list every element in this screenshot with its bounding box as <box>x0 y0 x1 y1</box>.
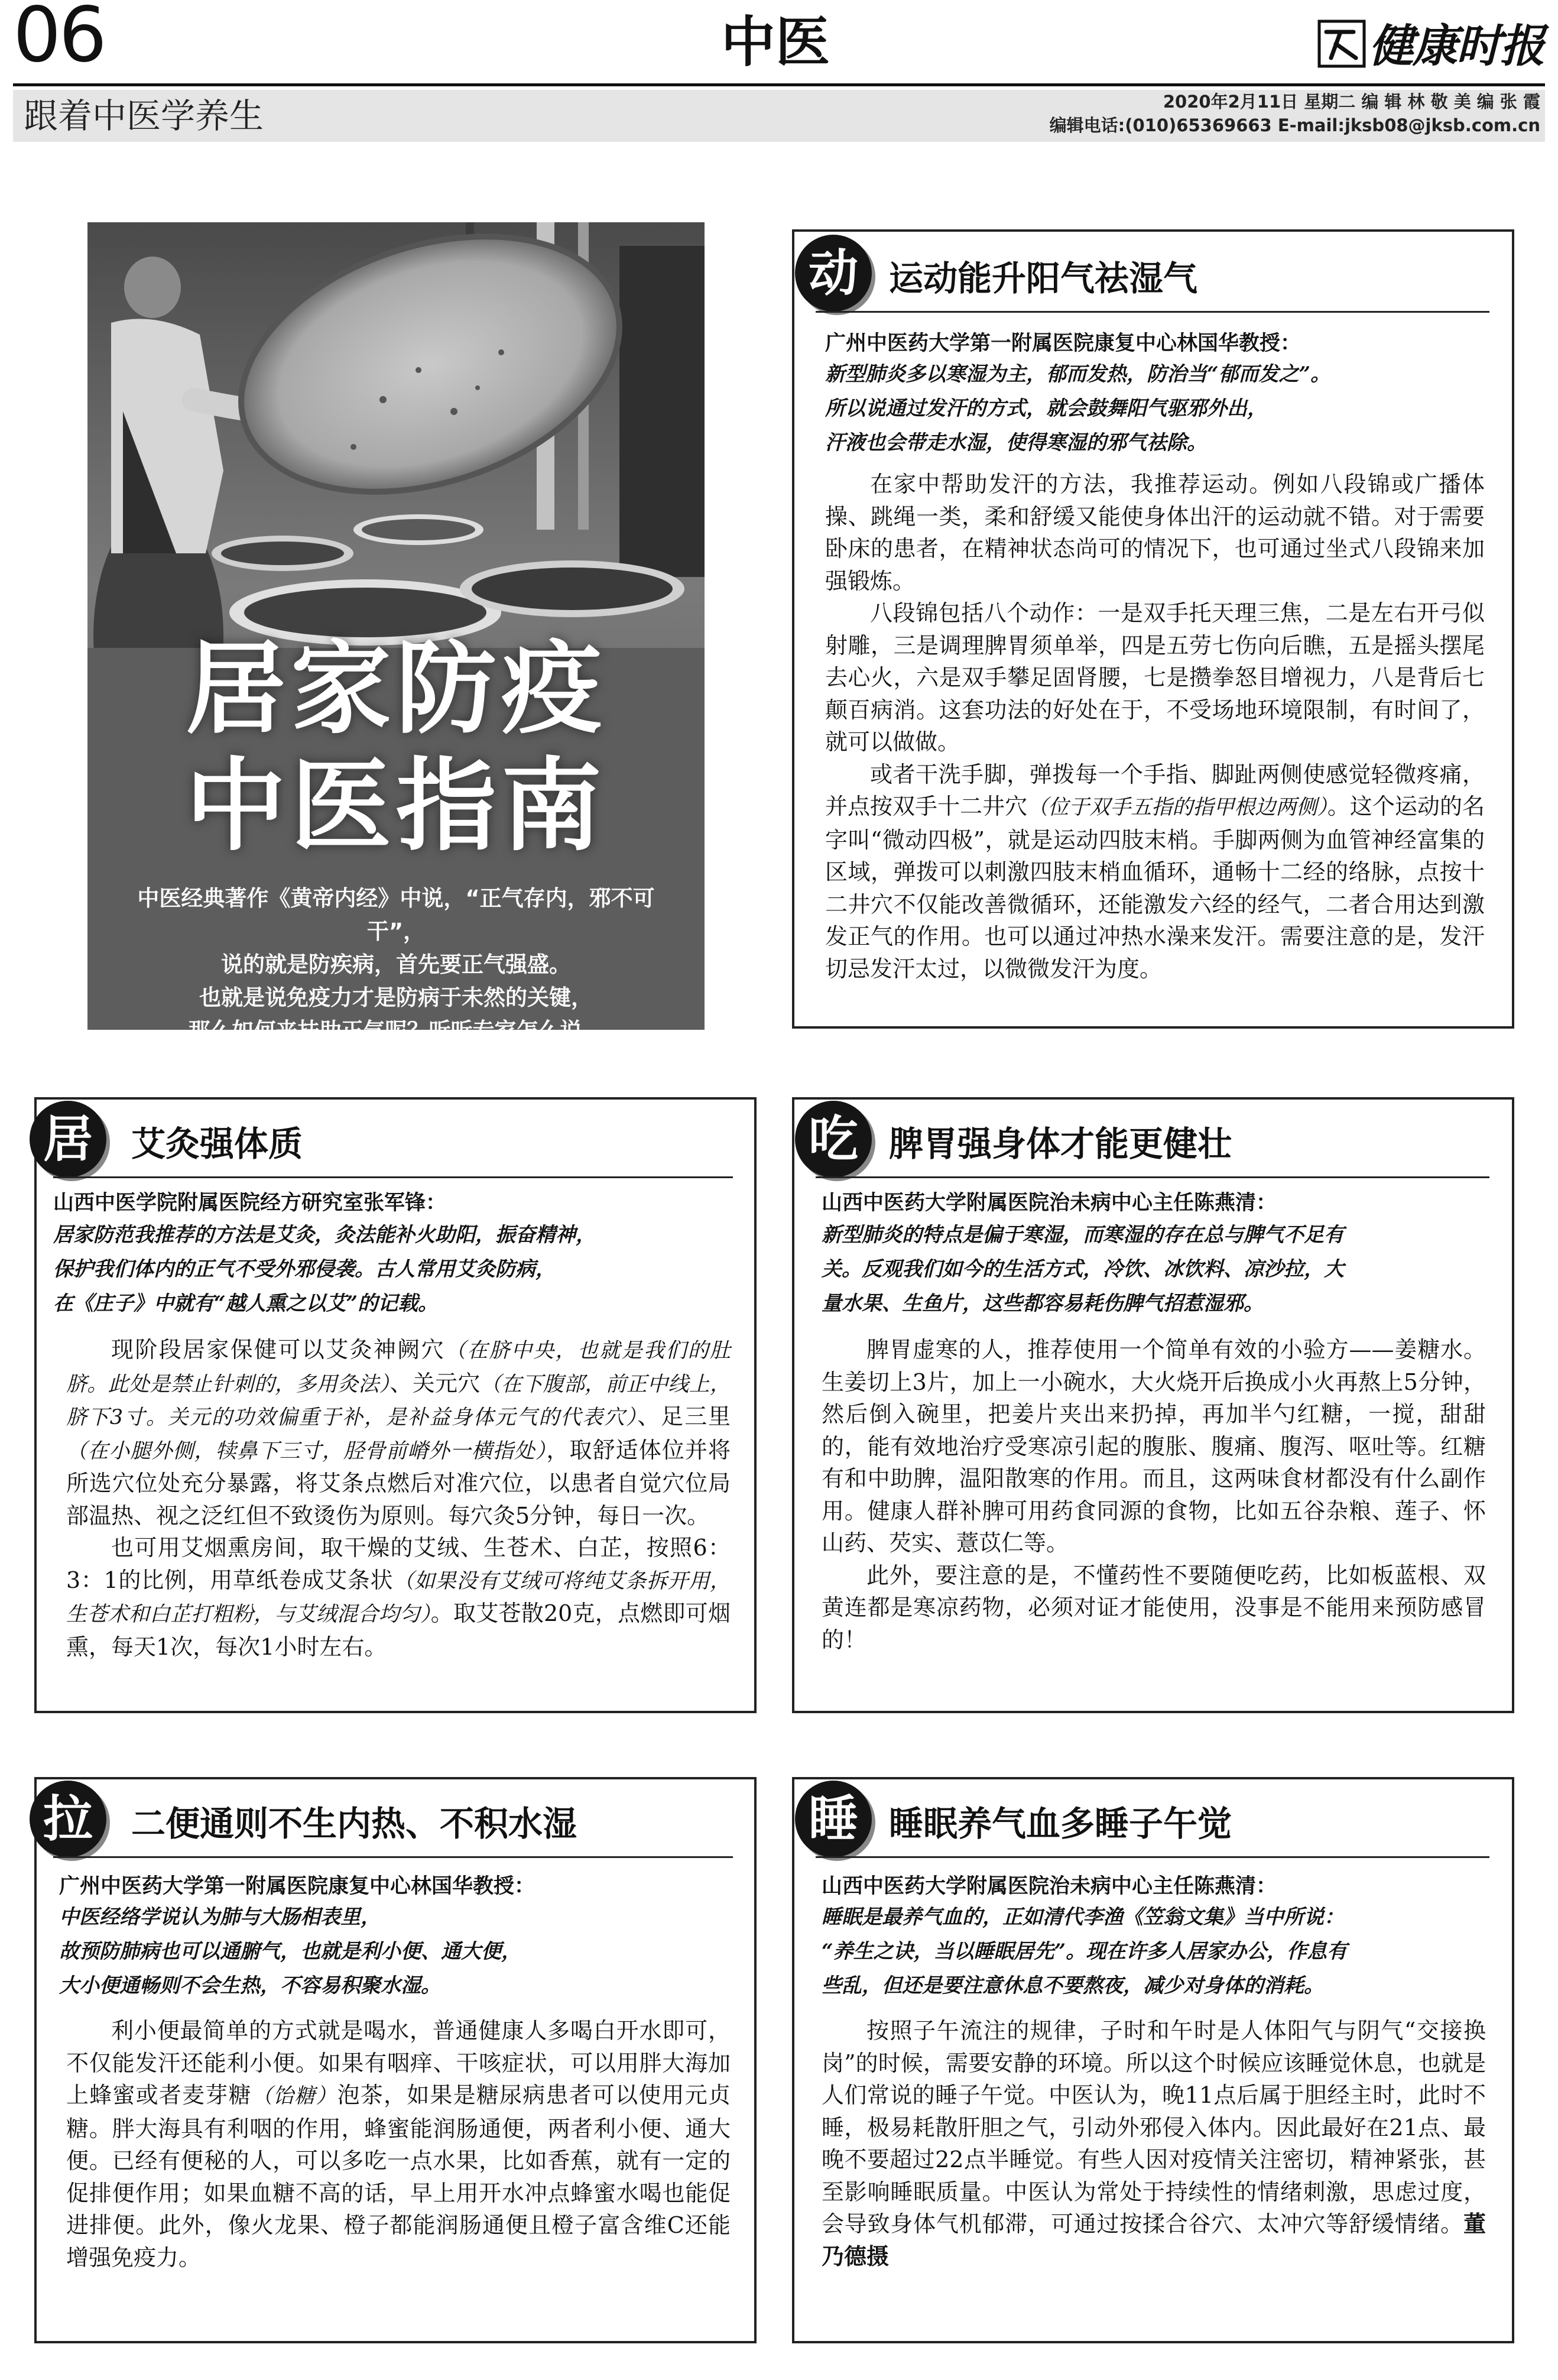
article-exercise-byline: 广州中医药大学第一附属医院康复中心林国华教授： <box>825 332 1301 355</box>
paragraph-text: 泡茶，如果是糖尿病患者可以使用元贞糖。胖大海具有利咽的作用，蜂蜜能润肠通便，两者利小便、通大便。已经有便秘的人，可以多吃一点水果，比如香蕉，就有一定的促排便作用；如果血糖不高的话，早上用开水冲点蜂蜜水喝也能促进排便。此外，像火龙果、橙子都能润肠通便且橙子富含维C还能增强免疫力。 <box>66 2082 731 2271</box>
paragraph <box>66 1334 731 1532</box>
article-diet-body <box>822 1334 1486 1656</box>
article-exercise-rule <box>816 311 1489 313</box>
paragraph-text: 按照子午流注的规律，子时和午时是人体阳气与阴气“交接换岗”的时候，需要安静的环境。所以这个时候应该睡觉休息，也就是人们常说的睡子午觉。中医认为，晚11点后属于胆经主时，此时不睡，极易耗散肝胆之气，引动外邪侵入体内。因此最好在21点、最晚不要超过22点半睡觉。有些人因对疫情关注密切，精神紧张，甚至影响睡眠质量。中医认为常处于持续性的情绪刺激，思虑过度，会导致身体气机郁滞，可通过按揉合谷穴、太冲穴等舒缓情绪。 <box>822 2018 1486 2237</box>
feature-intro <box>117 882 675 1048</box>
newspaper-logo-text: 健康时报 <box>1369 20 1544 72</box>
paragraph-text: 利小便最简单的方式就是喝水，普通健康人多喝白开水即可，不仅能发汗还能利小便。如果有咽痒、干咳症状，可以用胖大海加上蜂蜜或者麦芽糖 <box>66 2018 731 2108</box>
article-sleep-badge: 睡 <box>795 1781 872 1857</box>
lead-line: “养生之诀，当以睡眠居先”。现在许多人居家办公，作息有 <box>822 1940 1348 1963</box>
article-moxibustion-title: 艾灸强体质 <box>131 1124 303 1164</box>
article-diet-title: 脾胃强身体才能更健壮 <box>889 1124 1232 1164</box>
article-bowel-byline: 广州中医药大学第一附属医院康复中心林国华教授： <box>59 1875 535 1898</box>
paragraph-text: 也可用艾烟熏房间，取干燥的艾绒、生苍术、白芷，按照6：3：1的比例，用草纸卷成艾条状 <box>66 1535 731 1593</box>
paragraph-text: 现阶段居家保健可以艾灸神阙穴 <box>111 1337 445 1363</box>
paragraph-text: 、关元穴 <box>390 1370 481 1396</box>
issue-date-editors: 2020年2月11日 星期二 编 辑 林 敬 美 编 张 霞 <box>1163 92 1540 112</box>
paragraph: 脾胃虚寒的人，推荐使用一个简单有效的小验方——姜糖水。生姜切上3片，加上一小碗水，大火烧开后换成小火再熬上5分钟，然后倒入碗里，把姜片夹出来扔掉，再加半勺红糖，一搅，甜甜的，能有效地治疗受寒凉引起的腹胀、腹痛、腹泻、呕吐等。红糖有和中助脾，温阳散寒的作用。而且，这两味食材都没有什么副作用。健康人群补脾可用药食同源的食物，比如五谷杂粮、莲子、怀山药、芡实、薏苡仁等。 <box>822 1337 1486 1556</box>
lead-line: 中医经络学说认为肺与大肠相表里， <box>59 1905 381 1929</box>
ingredient-note: （饴糖） <box>251 2084 337 2108</box>
article-exercise-lead <box>825 357 1330 460</box>
article-diet-rule <box>816 1176 1489 1178</box>
article-sleep-lead <box>822 1900 1347 2003</box>
lead-line: 新型肺炎的特点是偏于寒湿，而寒湿的存在总与脾气不足有 <box>822 1223 1344 1247</box>
lead-line: 些乱，但还是要注意休息不要熬夜，减少对身体的消耗。 <box>822 1974 1324 1998</box>
lead-line: 保护我们体内的正气不受外邪侵袭。古人常用艾灸防病， <box>53 1257 556 1281</box>
article-diet-byline: 山西中医药大学附属医院治未病中心主任陈燕清： <box>822 1191 1277 1215</box>
article-bowel-lead <box>59 1900 521 2003</box>
paragraph: 此外，要注意的是，不懂药性不要随便吃药，比如板蓝根、双黄连都是寒凉药物，必须对证才能使用，没事是不能用来预防感冒的！ <box>822 1562 1486 1653</box>
lead-line: 量水果、生鱼片，这些都容易耗伤脾气招惹湿邪。 <box>822 1292 1264 1315</box>
article-bowel-badge: 拉 <box>30 1781 106 1857</box>
article-moxibustion-lead <box>53 1218 596 1321</box>
paragraph-text: 或者干洗手脚，弹拨每一个手指、脚趾两侧使感觉轻微疼痛，并点按双手十二井穴 <box>825 761 1485 819</box>
acupoint-note: （位于双手五指的指甲根边两侧） <box>1027 796 1327 819</box>
method-note: （如果没有艾绒可将纯艾条拆开用，生苍术和白芷打粗粉，与艾绒混合均匀） <box>66 1569 731 1626</box>
lead-line: 故预防肺病也可以通腑气，也就是利小便、通大便， <box>59 1940 521 1963</box>
paragraph <box>822 2015 1486 2272</box>
acupoint-note: （在脐中央，也就是我们的肚脐。此处是禁止针刺的，多用灸法） <box>66 1339 731 1396</box>
article-moxibustion-body <box>66 1334 731 1663</box>
masthead-rule <box>13 83 1545 86</box>
article-sleep-title: 睡眠养气血多睡子午觉 <box>889 1804 1232 1844</box>
paragraph <box>66 1532 731 1663</box>
paragraph: 八段锦包括八个动作：一是双手托天理三焦，二是左右开弓似射雕，三是调理脾胃须单举，四是五劳七伤向后瞧，五是摇头摆尾去心火，六是双手攀足固肾腰，七是攒拳怒目增视力，八是背后七颠百病消。这套功法的好处在于，不受场地环境限制，有时间了，就可以做做。 <box>825 600 1485 755</box>
article-moxibustion-badge: 居 <box>30 1101 106 1178</box>
article-bowel-body <box>66 2015 731 2274</box>
paragraph <box>66 2015 731 2274</box>
paragraph-text: 。取艾苍散20克，点燃即可烟熏，每天1次，每次1小时左右。 <box>66 1600 731 1660</box>
feature-intro-line: 也就是说免疫力才是防病于未然的关键， <box>199 985 593 1010</box>
paragraph-text: 。这个运动的名字叫“微动四极”，就是运动四肢末梢。手脚两侧为血管神经富集的区域，弹拨可以刺激四肢末梢血循环，通畅十二经的络脉，点按十二井穴不仅能改善微循环，还能激发六经的经气，二者合用达到激发正气的作用。也可以通过冲热水澡来发汗。需要注意的是，发汗切忌发汗太过，以微微发汗为度。 <box>825 793 1485 982</box>
article-bowel-title: 二便通则不生内热、不积水湿 <box>131 1804 577 1844</box>
article-sleep-body <box>822 2015 1486 2272</box>
lead-line: 所以说通过发汗的方式，就会鼓舞阳气驱邪外出， <box>825 397 1267 420</box>
issue-info <box>943 90 1540 137</box>
article-moxibustion-byline: 山西中医学院附属医院经方研究室张军锋： <box>53 1191 447 1215</box>
feature-intro-line: 中医经典著作《黄帝内经》中说，“正气存内，邪不可干”， <box>137 886 655 944</box>
lead-line: 大小便通畅则不会生热，不容易积聚水湿。 <box>59 1974 441 1998</box>
paragraph-text: 、足三里 <box>637 1403 731 1429</box>
paragraph: 在家中帮助发汗的方法，我推荐运动。例如八段锦或广播体操、跳绳一类，柔和舒缓又能使身体出汗的运动就不错。对于需要卧床的患者，在精神状态尚可的情况下，也可通过坐式八段锦来加强锻炼。 <box>825 471 1485 594</box>
article-sleep-byline: 山西中医药大学附属医院治未病中心主任陈燕清： <box>822 1875 1277 1898</box>
article-diet-badge: 吃 <box>795 1101 872 1178</box>
article-sleep-rule <box>816 1856 1489 1858</box>
section-title: 中医 <box>721 11 830 74</box>
feature-headline-line1: 居家防疫 <box>185 630 606 748</box>
editor-contact: 编辑电话:(010)65369663 E-mail:jksb08@jksb.com.cn <box>1049 115 1540 135</box>
feature-intro-line: 那么如何来扶助正气呢？听听专家怎么说。 <box>188 1018 604 1043</box>
paragraph-text: ，取舒适体位并将所选穴位处充分暴露，将艾条点燃后对准穴位，以患者自觉穴位局部温热、视之泛红但不致烫伤为原则。每穴灸5分钟，每日一次。 <box>66 1437 731 1529</box>
article-moxibustion-rule <box>53 1176 733 1178</box>
lead-line: 汗液也会带走水湿，使得寒湿的邪气祛除。 <box>825 431 1207 455</box>
lead-line: 睡眠是最养气血的，正如清代李渔《笠翁文集》当中所说： <box>822 1905 1344 1929</box>
newspaper-logo <box>1318 18 1549 77</box>
feature-intro-line: 说的就是防疾病，首先要正气强盛。 <box>221 952 571 977</box>
acupoint-note: （在小腿外侧，犊鼻下三寸，胫骨前嵴外一横指处） <box>66 1439 547 1463</box>
feature-headline-line2: 中医指南 <box>185 747 606 865</box>
lead-line: 关。反观我们如今的生活方式，冷饮、冰饮料、凉沙拉，大 <box>822 1257 1344 1281</box>
column-name: 跟着中医学养生 <box>24 96 264 136</box>
paragraph <box>825 758 1485 985</box>
article-exercise-body <box>825 468 1485 985</box>
lead-line: 在《庄子》中就有“越人熏之以艾”的记载。 <box>53 1292 439 1315</box>
newspaper-logo-mark-icon <box>1318 20 1365 67</box>
article-exercise-title: 运动能升阳气祛湿气 <box>889 258 1198 299</box>
page-number: 06 <box>13 0 105 79</box>
photo-credit: 董乃德摄 <box>822 2210 1486 2269</box>
feature-headline <box>87 630 705 864</box>
lead-line: 居家防范我推荐的方法是艾灸，灸法能补火助阳，振奋精神， <box>53 1223 596 1247</box>
lead-line: 新型肺炎多以寒湿为主，郁而发热，防治当“郁而发之”。 <box>825 362 1331 386</box>
article-diet-lead <box>822 1218 1344 1321</box>
acupoint-note: （在下腹部，前正中线上，脐下3寸。关元的功效偏重于补，是补益身体元气的代表穴） <box>66 1372 731 1429</box>
feature-photo-block <box>87 222 705 1043</box>
article-exercise-badge: 动 <box>795 235 872 312</box>
article-bowel-rule <box>53 1856 733 1858</box>
